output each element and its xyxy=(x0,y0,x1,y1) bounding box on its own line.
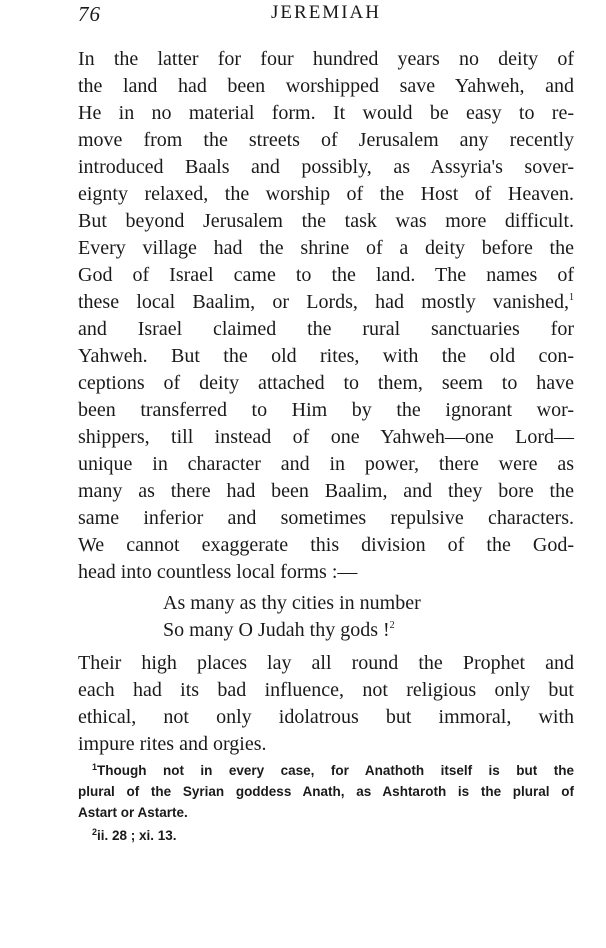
text-line: Every village had the shrine of a deity before the xyxy=(78,237,574,259)
text-line: been transferred to Him by the ignorant wor- xyxy=(78,399,574,421)
footnote-1-line: Astart or Astarte. xyxy=(78,805,188,820)
footnote-1 xyxy=(78,760,574,823)
text-line: ceptions of deity attached to them, seem to have xyxy=(78,372,574,394)
text-line: unique in character and in power, there were as xyxy=(78,453,574,475)
page-header xyxy=(78,2,574,32)
text-line-with-footnote xyxy=(78,289,574,316)
main-text xyxy=(78,46,574,758)
text-line: shippers, till instead of one Yahweh—one Lord— xyxy=(78,426,574,448)
text-line: Yahweh. But the old rites, with the old con- xyxy=(78,345,574,367)
text-line-content: these local Baalim, or Lords, had mostly vanished, xyxy=(78,291,569,313)
verse-quotation xyxy=(78,586,574,650)
text-line: the land had been worshipped save Yahweh, and xyxy=(78,75,574,97)
text-line: same inferior and sometimes repulsive characters. xyxy=(78,507,574,529)
paragraph-2 xyxy=(78,650,574,758)
text-line: each had its bad influence, not religious only but xyxy=(78,679,574,701)
page-number: 76 xyxy=(78,2,101,26)
text-line: But beyond Jerusalem the task was more difficult. xyxy=(78,210,574,232)
footnote-1-mark: 1 xyxy=(92,762,98,772)
text-line: eignty relaxed, the worship of the Host of Heaven. xyxy=(78,183,574,205)
text-line: He in no material form. It would be easy to re- xyxy=(78,102,574,124)
running-title: JEREMIAH xyxy=(271,2,381,23)
verse-line-2 xyxy=(78,617,574,644)
verse-line-1: As many as thy cities in number xyxy=(163,592,421,614)
footnote-1-line xyxy=(78,760,574,781)
paragraph-1 xyxy=(78,46,574,586)
footnote-ref-2[interactable]: 2 xyxy=(389,620,395,631)
footnote-ref-1[interactable]: 1 xyxy=(569,292,574,303)
footnote-2 xyxy=(78,825,574,846)
text-line: many as there had been Baalim, and they bore the xyxy=(78,480,574,502)
text-line: and Israel claimed the rural sanctuaries for xyxy=(78,318,574,340)
footnote-2-mark: 2 xyxy=(92,827,98,837)
text-line: introduced Baals and possibly, as Assyria's sover- xyxy=(78,156,574,178)
footnote-1-text: Though not in every case, for Anathoth itself is but the xyxy=(97,763,574,778)
text-line: head into countless local forms :— xyxy=(78,561,358,583)
text-line: In the latter for four hundred years no deity of xyxy=(78,48,574,70)
text-line: ethical, not only idolatrous but immoral, with xyxy=(78,706,574,728)
text-line: impure rites and orgies. xyxy=(78,733,267,755)
text-line: move from the streets of Jerusalem any recently xyxy=(78,129,574,151)
text-line: We cannot exaggerate this division of the God- xyxy=(78,534,574,556)
footnotes xyxy=(78,760,574,846)
footnote-1-line: plural of the Syrian goddess Anath, as Ashtaroth is the plural of xyxy=(78,784,574,799)
footnote-2-text: ii. 28 ; xi. 13. xyxy=(97,828,177,843)
text-line: Their high places lay all round the Prophet and xyxy=(78,652,574,674)
text-line: God of Israel came to the land. The names of xyxy=(78,264,574,286)
verse-line-2-text: So many O Judah thy gods ! xyxy=(163,619,390,641)
